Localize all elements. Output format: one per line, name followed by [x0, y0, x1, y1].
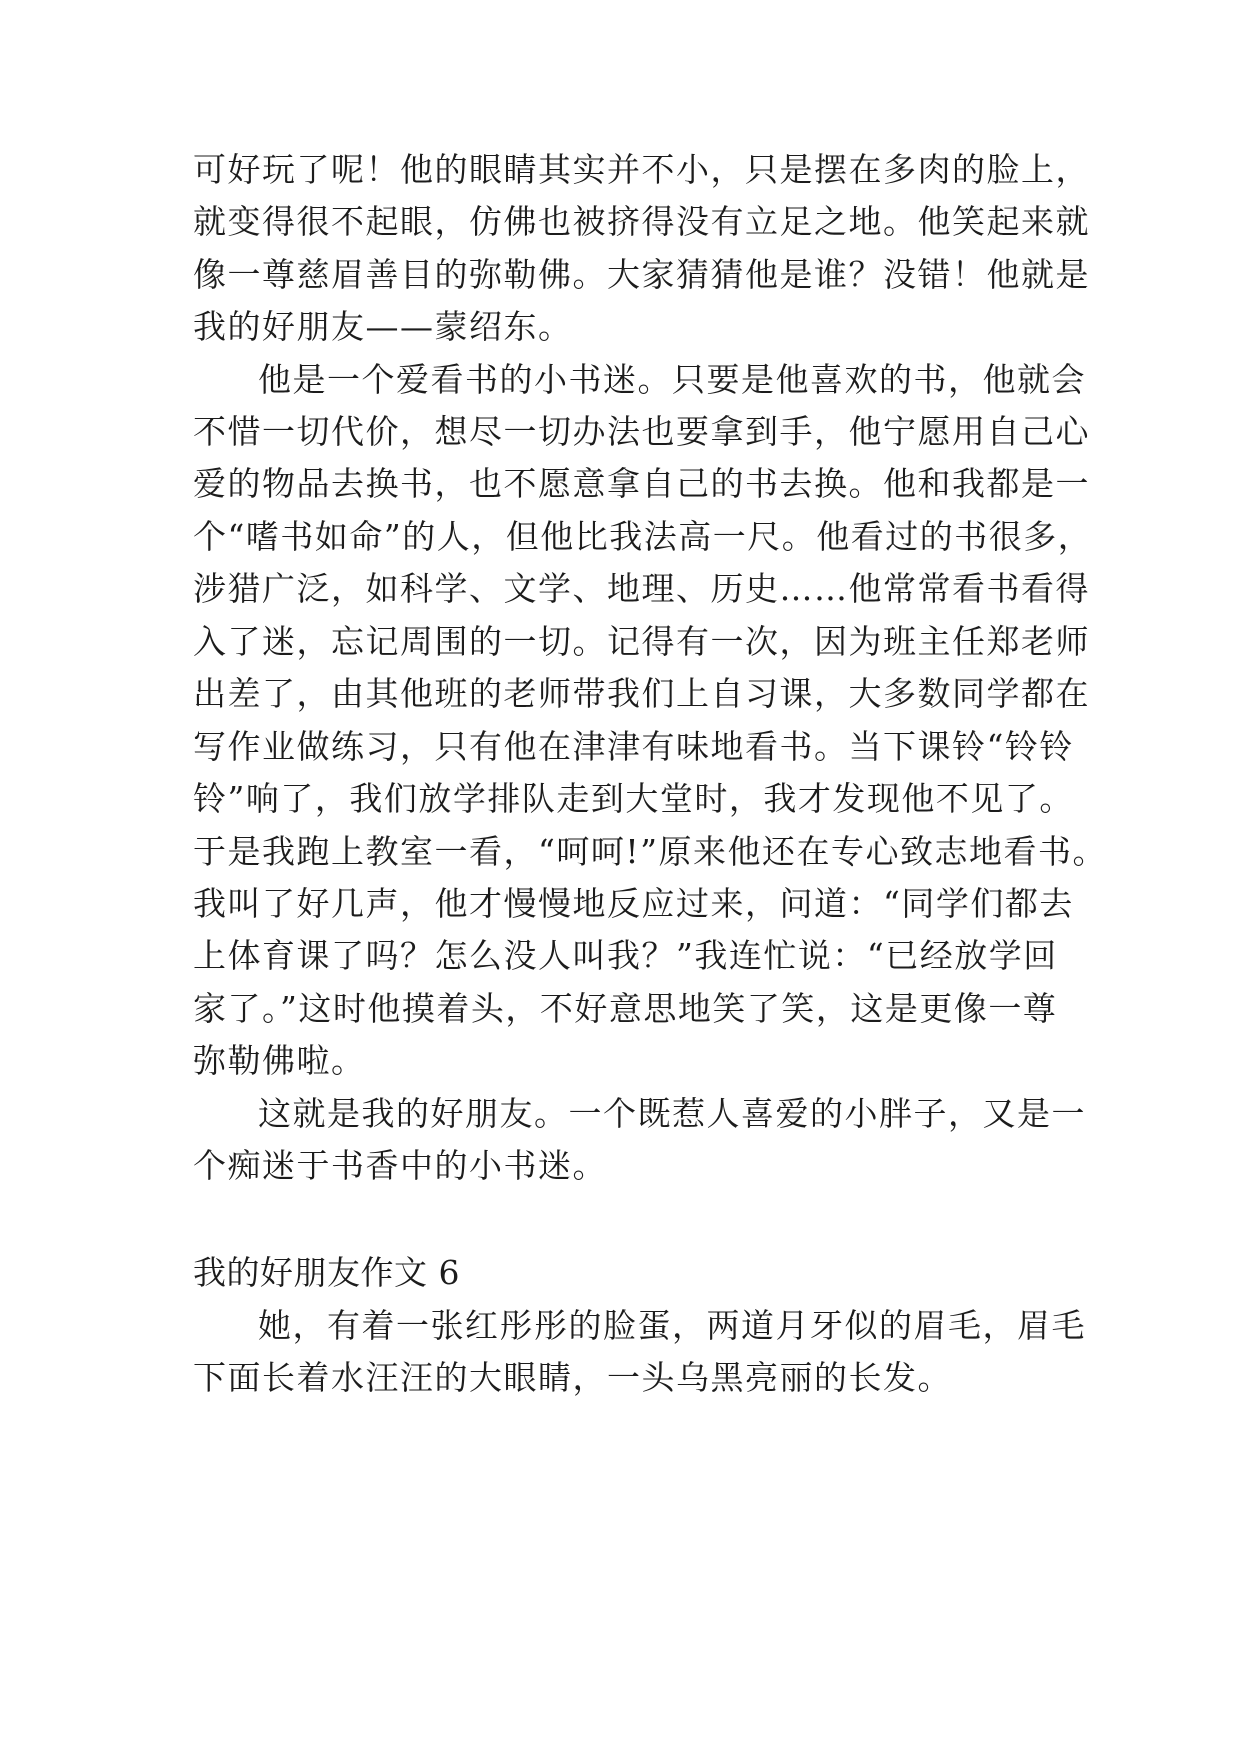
text-line: 像一尊慈眉善目的弥勒佛。大家猜猜他是谁？没错！他就是 [193, 255, 1090, 294]
text-line: 我的好朋友——蒙绍东。 [193, 307, 573, 346]
text-line: 可好玩了呢！他的眼睛其实并不小，只是摆在多肉的脸上， [193, 150, 1090, 189]
text-line: 下面长着水汪汪的大眼睛，一头乌黑亮丽的长发。 [193, 1358, 952, 1397]
text-line: 上体育课了吗？怎么没人叫我？”我连忙说：“已经放学回 [193, 936, 1058, 975]
text-line: 不惜一切代价，想尽一切办法也要拿到手，他宁愿用自己心 [193, 412, 1090, 451]
text-line: 涉猎广泛，如科学、文学、地理、历史……他常常看书看得 [193, 569, 1090, 608]
text-line: 这就是我的好朋友。一个既惹人喜爱的小胖子，又是一 [258, 1094, 1086, 1133]
text-line: 我叫了好几声，他才慢慢地反应过来，问道：“同学们都去 [193, 884, 1074, 923]
text-line: 她，有着一张红彤彤的脸蛋，两道月牙似的眉毛，眉毛 [258, 1306, 1086, 1345]
text-line: 入了迷，忘记周围的一切。记得有一次，因为班主任郑老师 [193, 622, 1090, 661]
text-line: 出差了，由其他班的老师带我们上自习课，大多数同学都在 [193, 674, 1090, 713]
text-line: 就变得很不起眼，仿佛也被挤得没有立足之地。他笑起来就 [193, 202, 1090, 241]
text-line: 个“嗜书如命”的人，但他比我法高一尺。他看过的书很多， [193, 517, 1093, 556]
text-line: 他是一个爱看书的小书迷。只要是他喜欢的书，他就会 [258, 360, 1086, 399]
text-line: 于是我跑上教室一看，“呵呵!”原来他还在专心致志地看书。 [193, 832, 1108, 871]
text-line: 爱的物品去换书，也不愿意拿自己的书去换。他和我都是一 [193, 464, 1090, 503]
section-heading: 我的好朋友作文 6 [193, 1253, 460, 1292]
text-line: 弥勒佛啦。 [193, 1041, 366, 1080]
text-line: 写作业做练习，只有他在津津有味地看书。当下课铃“铃铃 [193, 727, 1074, 766]
text-line: 个痴迷于书香中的小书迷。 [193, 1146, 607, 1185]
text-line: 家了。”这时他摸着头，不好意思地笑了笑，这是更像一尊 [193, 989, 1058, 1028]
text-line: 铃”响了，我们放学排队走到大堂时，我才发现他不见了。 [193, 779, 1074, 818]
